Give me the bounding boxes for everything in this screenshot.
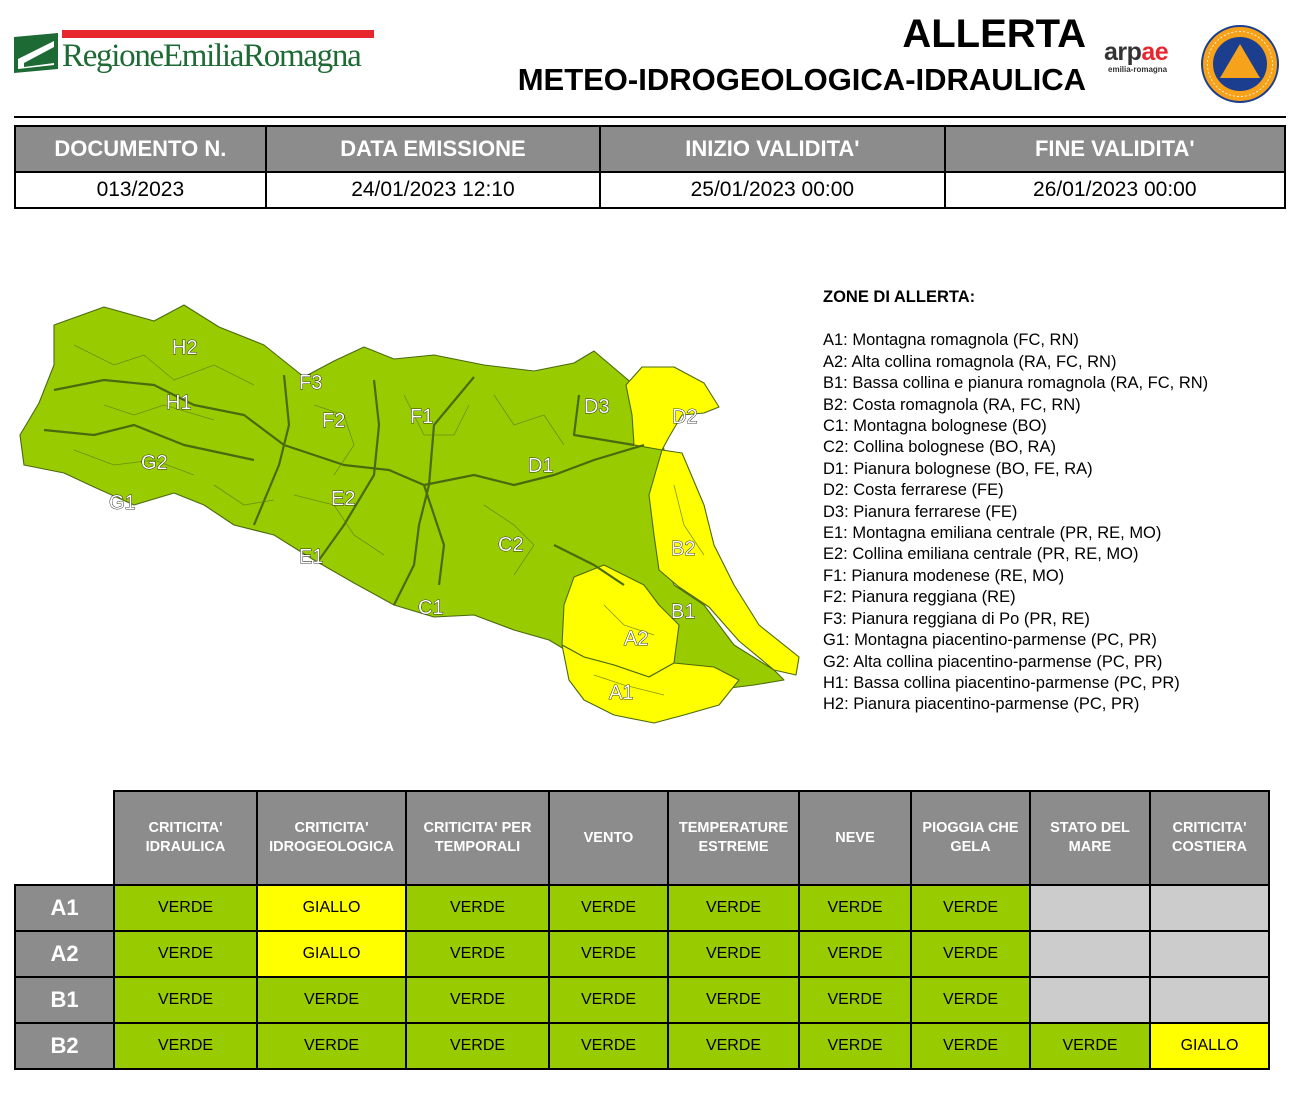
status-cell xyxy=(1030,977,1150,1023)
column-header: TEMPERATURE ESTREME xyxy=(668,791,799,885)
logo-red-bar xyxy=(62,30,374,38)
status-cell: VERDE xyxy=(799,977,911,1023)
status-cell: VERDE xyxy=(549,885,668,931)
status-cell: VERDE xyxy=(1030,1023,1150,1069)
map-label-b2: B2 xyxy=(671,538,696,560)
status-cell: VERDE xyxy=(114,931,257,977)
alert-status-table xyxy=(14,790,1270,1070)
status-cell: VERDE xyxy=(114,1023,257,1069)
map-label-g2: G2 xyxy=(141,452,168,474)
status-cell xyxy=(1150,977,1269,1023)
legend-item: H2: Pianura piacentino-parmense (PC, PR) xyxy=(823,695,1140,714)
map-label-f1: F1 xyxy=(410,406,434,428)
legend-item: A1: Montagna romagnola (FC, RN) xyxy=(823,331,1079,350)
legend-item: E1: Montagna emiliana centrale (PR, RE, MO) xyxy=(823,524,1162,543)
legend-item: F1: Pianura modenese (RE, MO) xyxy=(823,566,1065,585)
column-header: PIOGGIA CHE GELA xyxy=(911,791,1030,885)
status-cell: VERDE xyxy=(549,977,668,1023)
legend-item: B1: Bassa collina e pianura romagnola (RA, FC, RN) xyxy=(823,374,1209,393)
status-cell xyxy=(1150,931,1269,977)
legend-item: B2: Costa romagnola (RA, FC, RN) xyxy=(823,395,1081,414)
map-label-d2: D2 xyxy=(672,406,698,428)
legend-item: G1: Montagna piacentino-parmense (PC, PR) xyxy=(823,631,1157,650)
alert-zone-map xyxy=(14,285,814,745)
validity-start: 25/01/2023 00:00 xyxy=(600,172,944,208)
legend-item: D2: Costa ferrarese (FE) xyxy=(823,481,1004,500)
status-cell: VERDE xyxy=(257,977,406,1023)
status-cell: VERDE xyxy=(114,977,257,1023)
map-label-f3: F3 xyxy=(299,372,323,394)
row-zone-label: B2 xyxy=(15,1023,114,1069)
status-cell: VERDE xyxy=(549,931,668,977)
status-cell: VERDE xyxy=(668,931,799,977)
map-label-c2: C2 xyxy=(498,534,524,556)
row-zone-label: B1 xyxy=(15,977,114,1023)
table-row xyxy=(15,885,1269,931)
status-cell xyxy=(1150,885,1269,931)
map-label-d1: D1 xyxy=(528,455,554,477)
region-name: RegioneEmiliaRomagna xyxy=(62,38,361,74)
status-cell: GIALLO xyxy=(1150,1023,1269,1069)
map-label-d3: D3 xyxy=(584,396,610,418)
row-zone-label: A2 xyxy=(15,931,114,977)
legend-item: F3: Pianura reggiana di Po (PR, RE) xyxy=(823,609,1090,628)
status-cell: VERDE xyxy=(549,1023,668,1069)
column-header: CRITICITA' PER TEMPORALI xyxy=(406,791,549,885)
column-header: VENTO xyxy=(549,791,668,885)
issue-date: 24/01/2023 12:10 xyxy=(266,172,600,208)
validity-end: 26/01/2023 00:00 xyxy=(945,172,1285,208)
status-cell: VERDE xyxy=(406,977,549,1023)
document-info-table xyxy=(14,125,1286,209)
status-cell: VERDE xyxy=(668,885,799,931)
map-label-c1: C1 xyxy=(418,597,444,619)
table-corner xyxy=(15,791,114,885)
info-header-validity-end: FINE VALIDITA' xyxy=(945,126,1285,172)
legend-item: H1: Bassa collina piacentino-parmense (PC, PR) xyxy=(823,673,1180,692)
arpae-logo-sub: emilia-romagna xyxy=(1108,65,1168,74)
status-cell: GIALLO xyxy=(257,931,406,977)
table-row xyxy=(15,1023,1269,1069)
legend-item: C2: Collina bolognese (BO, RA) xyxy=(823,438,1056,457)
status-cell xyxy=(1030,885,1150,931)
legend-item: C1: Montagna bolognese (BO) xyxy=(823,417,1047,436)
status-cell xyxy=(1030,931,1150,977)
info-header-document-number: DOCUMENTO N. xyxy=(15,126,266,172)
map-label-e2: E2 xyxy=(331,488,356,510)
status-cell: VERDE xyxy=(257,1023,406,1069)
page-subtitle: METEO-IDROGEOLOGICA-IDRAULICA xyxy=(517,62,1086,97)
legend-item: F2: Pianura reggiana (RE) xyxy=(823,588,1016,607)
column-header: CRITICITA' IDROGEOLOGICA xyxy=(257,791,406,885)
map-label-f2: F2 xyxy=(322,410,346,432)
protezione-civile-logo xyxy=(1200,24,1280,104)
map-label-e1: E1 xyxy=(299,546,324,568)
status-cell: VERDE xyxy=(114,885,257,931)
map-label-h1: H1 xyxy=(166,392,192,414)
status-cell: VERDE xyxy=(668,1023,799,1069)
status-cell: VERDE xyxy=(799,1023,911,1069)
legend-item: E2: Collina emiliana centrale (PR, RE, MO) xyxy=(823,545,1139,564)
document-number: 013/2023 xyxy=(15,172,266,208)
status-cell: VERDE xyxy=(911,885,1030,931)
column-header: CRITICITA' COSTIERA xyxy=(1150,791,1269,885)
status-cell: VERDE xyxy=(799,931,911,977)
arpae-logo xyxy=(1104,38,1194,88)
status-cell: VERDE xyxy=(799,885,911,931)
column-header: STATO DEL MARE xyxy=(1030,791,1150,885)
map-label-g1: G1 xyxy=(109,492,136,514)
regione-emilia-romagna-logo xyxy=(14,30,374,80)
legend-item: D3: Pianura ferrarese (FE) xyxy=(823,502,1018,521)
column-header: NEVE xyxy=(799,791,911,885)
zone-legend xyxy=(823,287,1293,716)
row-zone-label: A1 xyxy=(15,885,114,931)
status-cell: VERDE xyxy=(668,977,799,1023)
status-cell: VERDE xyxy=(911,1023,1030,1069)
table-row xyxy=(15,931,1269,977)
status-cell: VERDE xyxy=(911,931,1030,977)
regione-flag-icon xyxy=(14,33,58,73)
column-header: CRITICITA' IDRAULICA xyxy=(114,791,257,885)
map-label-b1: B1 xyxy=(671,601,696,623)
status-cell: GIALLO xyxy=(257,885,406,931)
status-cell: VERDE xyxy=(406,1023,549,1069)
map-label-a2: A2 xyxy=(624,628,649,650)
arpae-logo-text: arpae xyxy=(1104,38,1169,66)
page-title: ALLERTA xyxy=(902,12,1086,56)
legend-item: A2: Alta collina romagnola (RA, FC, RN) xyxy=(823,352,1117,371)
status-cell: VERDE xyxy=(911,977,1030,1023)
map-label-a1: A1 xyxy=(609,682,634,704)
legend-item: G2: Alta collina piacentino-parmense (PC, PR) xyxy=(823,652,1163,671)
status-cell: VERDE xyxy=(406,885,549,931)
legend-title: ZONE DI ALLERTA: xyxy=(823,288,976,306)
legend-item: D1: Pianura bolognese (BO, FE, RA) xyxy=(823,459,1093,478)
info-header-validity-start: INIZIO VALIDITA' xyxy=(600,126,944,172)
status-cell: VERDE xyxy=(406,931,549,977)
map-label-h2: H2 xyxy=(172,337,198,359)
header-divider xyxy=(14,116,1286,118)
info-header-issue-date: DATA EMISSIONE xyxy=(266,126,600,172)
table-row xyxy=(15,977,1269,1023)
